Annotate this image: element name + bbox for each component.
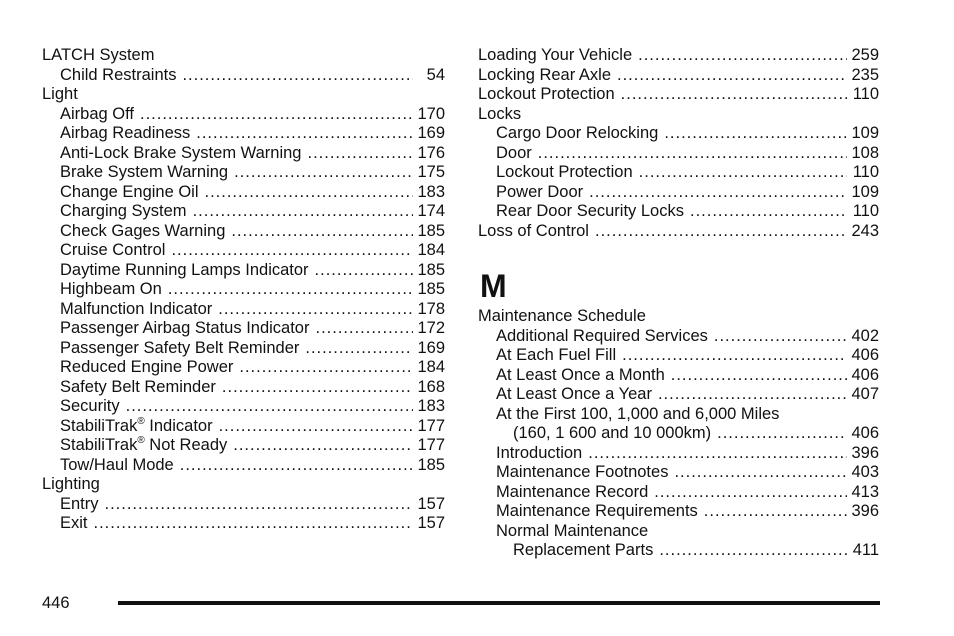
- entry-label: [60, 417, 213, 437]
- dot-leader: [307, 144, 413, 164]
- index-entry: [42, 378, 445, 398]
- index-entry: [478, 385, 879, 405]
- dot-leader: [218, 300, 413, 320]
- entry-label-text: At Least Once a Month: [496, 365, 665, 384]
- index-heading: [478, 405, 879, 425]
- entry-label-text: StabiliTrak: [60, 416, 138, 435]
- entry-label: [496, 163, 633, 183]
- index-entry: [42, 66, 445, 86]
- dot-leader: [639, 163, 847, 183]
- dot-leader: [196, 124, 413, 144]
- entry-label-text: Reduced Engine Power: [60, 358, 234, 376]
- entry-label: [60, 144, 301, 164]
- entry-page-number: 174: [417, 202, 445, 220]
- dot-leader: [305, 339, 413, 359]
- entry-page-number: 178: [417, 299, 445, 318]
- entry-label-text: Replacement Parts: [513, 541, 654, 559]
- entry-label: [60, 261, 309, 281]
- dot-leader: [621, 85, 847, 105]
- index-entry: [478, 163, 879, 183]
- entry-page-number: 157: [417, 494, 445, 513]
- entry-label-text: Safety Belt Reminder: [60, 377, 216, 396]
- index-entry: [478, 366, 879, 386]
- entry-page-number: 407: [851, 385, 879, 403]
- entry-label: [60, 222, 225, 242]
- entry-label-text: Charging System: [60, 202, 187, 220]
- entry-label: [60, 514, 88, 534]
- dot-leader: [168, 280, 413, 300]
- index-entry: [478, 541, 879, 561]
- entry-label-text: Child Restraints: [60, 65, 177, 84]
- entry-page-number: 168: [417, 377, 445, 396]
- registered-mark: ®: [137, 415, 145, 427]
- entry-label-text: LATCH System: [42, 46, 155, 64]
- dot-leader: [622, 346, 847, 366]
- dot-leader: [717, 424, 847, 444]
- entry-page-number: 110: [852, 163, 879, 181]
- index-entry: [42, 319, 445, 339]
- entry-page-number: 185: [417, 260, 445, 279]
- index-heading: [42, 85, 445, 105]
- dot-leader: [664, 124, 847, 144]
- entry-label: [513, 541, 653, 561]
- entry-label-text: Malfunction Indicator: [60, 299, 213, 318]
- index-entry: [42, 144, 445, 164]
- entry-page-number: 185: [417, 455, 445, 474]
- entry-label-text: At the First 100, 1,000 and 6,000 Miles: [496, 404, 780, 423]
- entry-page-number: 396: [851, 443, 879, 462]
- entry-page-number: 411: [852, 541, 879, 559]
- entry-label-text: Security: [60, 397, 120, 415]
- entry-label-text: Light: [42, 85, 78, 103]
- entry-label: [496, 183, 583, 203]
- entry-page-number: 413: [851, 482, 879, 501]
- entry-page-number: 109: [851, 182, 879, 201]
- index-entry: [42, 183, 445, 203]
- index-entry: [42, 456, 445, 476]
- dot-leader: [589, 183, 847, 203]
- entry-label: [60, 358, 233, 378]
- registered-mark: ®: [137, 435, 145, 446]
- dot-leader: [222, 378, 413, 398]
- index-entry: [478, 483, 879, 503]
- entry-label-text: Maintenance Requirements: [496, 502, 698, 520]
- entry-label-text: Cruise Control: [60, 241, 166, 259]
- index-entry: [478, 502, 879, 522]
- index-entry: [478, 463, 879, 483]
- entry-page-number: 177: [417, 436, 445, 454]
- entry-label-text: Lockout Protection: [496, 163, 633, 181]
- entry-page-number: 243: [851, 221, 879, 240]
- entry-label-text: Lockout Protection: [478, 85, 615, 103]
- entry-label-text: Rear Door Security Locks: [496, 202, 684, 220]
- entry-label-text: Check Gages Warning: [60, 221, 226, 240]
- index-entry: [42, 105, 445, 125]
- entry-label: [60, 300, 212, 320]
- entry-label: [42, 475, 100, 495]
- entry-page-number: 172: [417, 319, 445, 337]
- dot-leader: [617, 66, 847, 86]
- dot-leader: [94, 514, 413, 534]
- entry-label: [60, 163, 228, 183]
- entry-label-text: Locking Rear Axle: [478, 65, 611, 84]
- entry-label: [496, 327, 708, 347]
- entry-page-number: 110: [852, 85, 879, 103]
- entry-page-number: 169: [417, 338, 445, 357]
- index-entry: [478, 85, 879, 105]
- dot-leader: [654, 483, 847, 503]
- entry-label-text: Door: [496, 143, 532, 162]
- entry-label-text: Brake System Warning: [60, 163, 229, 181]
- entry-page-number: 185: [417, 280, 445, 298]
- entry-page-number: 259: [851, 46, 879, 64]
- entry-page-number: 54: [426, 65, 445, 84]
- entry-label-text: Exit: [60, 514, 88, 532]
- entry-label-text: Power Door: [496, 182, 584, 201]
- index-entry: [478, 424, 879, 444]
- entry-label-text: Normal Maintenance: [496, 521, 649, 540]
- entry-label: [60, 495, 99, 515]
- entry-label: [496, 444, 582, 464]
- entry-label: [496, 502, 698, 522]
- entry-label: [60, 456, 174, 476]
- index-heading: [478, 105, 879, 125]
- entry-label-text: Passenger Safety Belt Reminder: [60, 338, 300, 357]
- dot-leader: [538, 144, 847, 164]
- entry-label: [60, 378, 216, 398]
- index-entry: [42, 202, 445, 222]
- entry-label-suffix: Indicator: [144, 416, 213, 435]
- dot-leader: [126, 397, 413, 417]
- entry-label: [496, 405, 779, 425]
- entry-page-number: 402: [851, 326, 879, 345]
- index-entry: [478, 183, 879, 203]
- entry-label: [60, 66, 176, 86]
- index-entry: [42, 514, 445, 534]
- page-number: 446: [42, 594, 70, 612]
- entry-label-text: Maintenance Schedule: [478, 307, 646, 325]
- entry-label-text: Maintenance Record: [496, 482, 649, 501]
- entry-label-text: Locks: [478, 104, 522, 123]
- index-entry: [42, 261, 445, 281]
- index-entry: [478, 66, 879, 86]
- index-group-l-continued: [478, 46, 879, 241]
- entry-label: [478, 222, 589, 242]
- entry-page-number: 157: [417, 514, 445, 532]
- dot-leader: [704, 502, 847, 522]
- entry-label-text: Additional Required Services: [496, 326, 708, 345]
- dot-leader: [690, 202, 847, 222]
- index-heading: [42, 475, 445, 495]
- entry-label: [42, 85, 78, 105]
- entry-page-number: 184: [417, 358, 445, 376]
- entry-label-text: Loading Your Vehicle: [478, 46, 633, 64]
- index-entry: [478, 46, 879, 66]
- entry-page-number: 406: [851, 424, 879, 442]
- dot-leader: [180, 456, 413, 476]
- entry-page-number: 235: [851, 65, 879, 84]
- entry-label: [60, 241, 165, 261]
- entry-label-text: (160, 1 600 and 10 000km): [513, 424, 712, 442]
- index-entry: [42, 300, 445, 320]
- index-entry: [478, 327, 879, 347]
- entry-label-text: Loss of Control: [478, 221, 589, 240]
- entry-label: [496, 124, 658, 144]
- entry-page-number: 183: [417, 397, 445, 415]
- dot-leader: [231, 222, 413, 242]
- entry-label-text: Change Engine Oil: [60, 182, 199, 201]
- entry-label: [60, 280, 162, 300]
- entry-label: [496, 463, 668, 483]
- index-entry: [478, 124, 879, 144]
- dot-leader: [315, 319, 413, 339]
- dot-leader: [714, 327, 847, 347]
- dot-leader: [171, 241, 413, 261]
- index-entry: [42, 436, 445, 456]
- index-entry: [42, 222, 445, 242]
- entry-label: [513, 424, 711, 444]
- dot-leader: [588, 444, 847, 464]
- index-entry: [42, 358, 445, 378]
- entry-label: [496, 522, 648, 542]
- entry-label-text: At Least Once a Year: [496, 385, 652, 403]
- entry-label: [496, 366, 665, 386]
- entry-page-number: 406: [851, 346, 879, 364]
- entry-label-text: Airbag Readiness: [60, 124, 191, 142]
- entry-page-number: 184: [417, 241, 445, 259]
- entry-label-text: StabiliTrak: [60, 436, 138, 454]
- entry-label-text: Passenger Airbag Status Indicator: [60, 319, 310, 337]
- index-entry: [478, 444, 879, 464]
- entry-page-number: 110: [852, 202, 879, 220]
- index-entry: [42, 397, 445, 417]
- index-entry: [42, 280, 445, 300]
- entry-label: [496, 202, 684, 222]
- dot-leader: [638, 46, 847, 66]
- dot-leader: [205, 183, 413, 203]
- index-entry: [478, 222, 879, 242]
- entry-label-text: Daytime Running Lamps Indicator: [60, 260, 309, 279]
- entry-label: [478, 105, 521, 125]
- entry-label-text: Introduction: [496, 443, 583, 462]
- footer-rule: [118, 601, 880, 605]
- dot-leader: [674, 463, 847, 483]
- entry-page-number: 183: [417, 182, 445, 201]
- entry-label: [496, 346, 616, 366]
- index-entry: [42, 339, 445, 359]
- entry-label: [496, 385, 652, 405]
- entry-label: [60, 436, 227, 456]
- entry-label: [60, 339, 299, 359]
- entry-label: [478, 66, 611, 86]
- entry-label: [496, 144, 532, 164]
- entry-label: [478, 46, 632, 66]
- entry-label-text: Lighting: [42, 475, 100, 493]
- entry-label: [478, 85, 615, 105]
- entry-label-text: Tow/Haul Mode: [60, 455, 174, 474]
- dot-leader: [219, 417, 413, 437]
- entry-label: [60, 202, 187, 222]
- entry-label: [478, 307, 646, 327]
- entry-label-text: At Each Fuel Fill: [496, 346, 617, 364]
- entry-page-number: 108: [851, 143, 879, 162]
- entry-page-number: 396: [851, 502, 879, 520]
- index-entry: [478, 346, 879, 366]
- entry-label: [60, 124, 190, 144]
- dot-leader: [182, 66, 413, 86]
- dot-leader: [105, 495, 413, 515]
- dot-leader: [659, 541, 847, 561]
- entry-label: [60, 319, 309, 339]
- dot-leader: [658, 385, 847, 405]
- entry-label-text: Anti-Lock Brake System Warning: [60, 143, 302, 162]
- entry-page-number: 403: [851, 463, 879, 481]
- entry-label: [60, 105, 134, 125]
- entry-page-number: 177: [417, 416, 445, 435]
- index-entry: [42, 124, 445, 144]
- index-entry: [42, 241, 445, 261]
- index-entry: [478, 144, 879, 164]
- index-entry: [42, 417, 445, 437]
- dot-leader: [315, 261, 413, 281]
- entry-label-text: Cargo Door Relocking: [496, 124, 659, 142]
- index-entry: [42, 495, 445, 515]
- index-heading: [478, 307, 879, 327]
- dot-leader: [234, 163, 413, 183]
- entry-label-text: Maintenance Footnotes: [496, 463, 669, 481]
- index-heading: [42, 46, 445, 66]
- entry-label-text: Entry: [60, 494, 99, 513]
- entry-label-text: Airbag Off: [60, 104, 134, 123]
- index-entry: [42, 163, 445, 183]
- entry-page-number: 185: [417, 221, 445, 240]
- dot-leader: [233, 436, 413, 456]
- index-group-m: [478, 307, 879, 561]
- entry-page-number: 175: [417, 163, 445, 181]
- entry-label-text: Highbeam On: [60, 280, 162, 298]
- dot-leader: [140, 105, 413, 125]
- entry-label: [60, 183, 199, 203]
- entry-page-number: 169: [417, 124, 445, 142]
- entry-label: [496, 483, 648, 503]
- index-entry: [478, 202, 879, 222]
- entry-label-suffix: Not Ready: [144, 436, 228, 454]
- entry-page-number: 170: [417, 104, 445, 123]
- entry-page-number: 109: [851, 124, 879, 142]
- dot-leader: [595, 222, 847, 242]
- dot-leader: [193, 202, 413, 222]
- entry-page-number: 176: [417, 143, 445, 162]
- index-column-right: [478, 46, 879, 561]
- index-column-left: [42, 46, 445, 534]
- index-heading: [478, 522, 879, 542]
- section-letter-heading: M: [480, 268, 507, 304]
- dot-leader: [671, 366, 847, 386]
- dot-leader: [239, 358, 413, 378]
- entry-page-number: 406: [851, 365, 879, 384]
- entry-label: [60, 397, 120, 417]
- entry-label: [42, 46, 154, 66]
